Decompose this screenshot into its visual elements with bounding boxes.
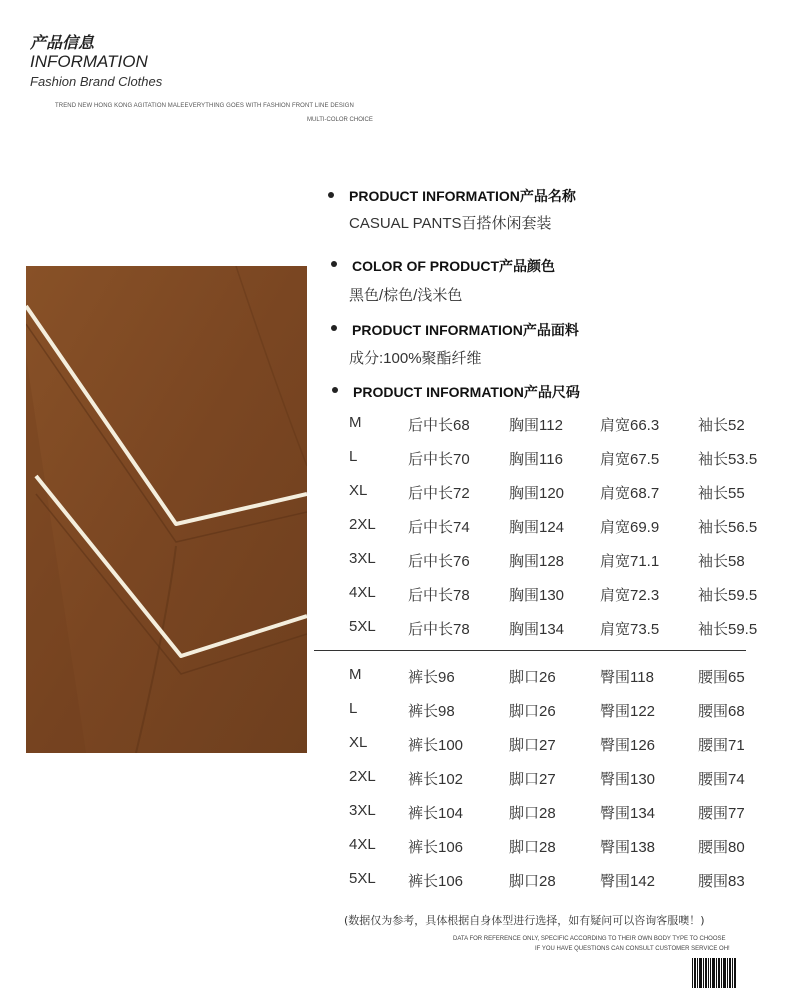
size-label: M <box>349 414 362 431</box>
table-row <box>349 482 789 504</box>
table-cell: 腰围80 <box>698 839 745 856</box>
table-cell: 胸围120 <box>509 485 565 502</box>
table-divider <box>314 650 746 651</box>
table-row <box>349 870 789 892</box>
size-label: M <box>349 666 362 683</box>
table-cell: 袖长56.5 <box>698 519 758 536</box>
size-label: 4XL <box>349 584 376 601</box>
bullet-icon <box>328 192 334 198</box>
reference-note-en: DATA FOR REFERENCE ONLY, SPECIFIC ACCORDING TO THEIR OWN BODY TYPE TO CHOOSE <box>453 936 726 942</box>
table-cell: 臀围134 <box>600 805 656 822</box>
table-cell: 肩宽73.5 <box>600 621 660 638</box>
table-cell: 肩宽71.1 <box>600 553 660 570</box>
size-label: L <box>349 700 358 717</box>
tagline-secondary: MULTI-COLOR CHOICE <box>307 117 373 123</box>
section-fabric-title: PRODUCT INFORMATION产品面料 <box>352 322 579 338</box>
table-cell: 后中长78 <box>408 621 470 638</box>
table-row <box>349 550 789 572</box>
reference-note: (数据仅为参考，具体根据自身体型进行选择，如有疑问可以咨询客服噢！) <box>344 914 705 927</box>
table-row <box>349 448 789 470</box>
table-cell: 臀围126 <box>600 737 656 754</box>
section-color-value: 黑色/棕色/浅米色 <box>349 287 463 304</box>
table-row <box>349 414 789 436</box>
table-cell: 裤长106 <box>408 873 464 890</box>
size-label: L <box>349 448 358 465</box>
table-cell: 肩宽67.5 <box>600 451 660 468</box>
table-cell: 胸围130 <box>509 587 565 604</box>
table-row <box>349 768 789 790</box>
table-row <box>349 516 789 538</box>
page-title-en: INFORMATION <box>30 52 148 71</box>
page-subtitle: Fashion Brand Clothes <box>30 74 163 89</box>
table-cell: 臀围130 <box>600 771 656 788</box>
table-cell: 胸围128 <box>509 553 565 570</box>
table-row <box>349 836 789 858</box>
table-cell: 肩宽72.3 <box>600 587 660 604</box>
table-cell: 袖长52 <box>698 417 745 434</box>
table-cell: 袖长53.5 <box>698 451 758 468</box>
table-cell: 腰围68 <box>698 703 745 720</box>
bullet-icon <box>331 261 337 267</box>
table-cell: 臀围138 <box>600 839 656 856</box>
table-cell: 脚口28 <box>509 839 556 856</box>
page-title-cn: 产品信息 <box>30 33 95 52</box>
table-cell: 后中长68 <box>408 417 470 434</box>
section-product-name-title: PRODUCT INFORMATION产品名称 <box>349 188 576 204</box>
table-cell: 胸围116 <box>509 451 563 468</box>
table-cell: 裤长98 <box>408 703 455 720</box>
table-row <box>349 618 789 640</box>
table-cell: 裤长96 <box>408 669 455 686</box>
table-row <box>349 734 789 756</box>
table-cell: 腰围77 <box>698 805 745 822</box>
table-cell: 胸围124 <box>509 519 565 536</box>
table-cell: 裤长102 <box>408 771 464 788</box>
bullet-icon <box>331 325 337 331</box>
size-label: 4XL <box>349 836 376 853</box>
size-label: 5XL <box>349 618 376 635</box>
product-fabric-photo <box>26 266 307 753</box>
table-row <box>349 584 789 606</box>
table-row <box>349 666 789 688</box>
table-cell: 胸围134 <box>509 621 565 638</box>
table-cell: 臀围118 <box>600 669 654 686</box>
table-cell: 脚口28 <box>509 805 556 822</box>
table-cell: 裤长104 <box>408 805 464 822</box>
size-label: XL <box>349 734 368 751</box>
size-label: 2XL <box>349 768 376 785</box>
table-cell: 袖长58 <box>698 553 745 570</box>
table-row <box>349 802 789 824</box>
table-cell: 臀围122 <box>600 703 656 720</box>
section-size-title: PRODUCT INFORMATION产品尺码 <box>353 384 580 400</box>
table-cell: 肩宽69.9 <box>600 519 660 536</box>
table-cell: 裤长106 <box>408 839 464 856</box>
table-cell: 胸围112 <box>509 417 563 434</box>
table-cell: 脚口27 <box>509 737 556 754</box>
section-fabric-value: 成分:100%聚酯纤维 <box>349 350 482 367</box>
table-cell: 后中长74 <box>408 519 470 536</box>
size-label: 3XL <box>349 802 376 819</box>
size-label: XL <box>349 482 368 499</box>
table-cell: 腰围71 <box>698 737 745 754</box>
table-cell: 腰围65 <box>698 669 745 686</box>
table-cell: 腰围83 <box>698 873 745 890</box>
table-cell: 脚口28 <box>509 873 556 890</box>
table-cell: 后中长78 <box>408 587 470 604</box>
table-cell: 肩宽68.7 <box>600 485 660 502</box>
table-cell: 袖长55 <box>698 485 745 502</box>
table-row <box>349 700 789 722</box>
table-cell: 脚口27 <box>509 771 556 788</box>
table-cell: 脚口26 <box>509 703 556 720</box>
size-label: 2XL <box>349 516 376 533</box>
section-color-title: COLOR OF PRODUCT产品颜色 <box>352 258 555 274</box>
bullet-icon <box>332 387 338 393</box>
size-label: 3XL <box>349 550 376 567</box>
table-cell: 后中长76 <box>408 553 470 570</box>
table-cell: 袖长59.5 <box>698 587 758 604</box>
table-cell: 腰围74 <box>698 771 745 788</box>
size-label: 5XL <box>349 870 376 887</box>
table-cell: 后中长70 <box>408 451 470 468</box>
table-cell: 后中长72 <box>408 485 470 502</box>
table-cell: 裤长100 <box>408 737 464 754</box>
tagline: TREND NEW HONG KONG AGITATION MALEEVERYTHING GOES WITH FASHION FRONT LINE DESIGN <box>55 103 354 109</box>
table-cell: 袖长59.5 <box>698 621 758 638</box>
barcode-icon <box>692 958 736 988</box>
table-cell: 脚口26 <box>509 669 556 686</box>
section-product-name-value: CASUAL PANTS百搭休闲套装 <box>349 215 552 232</box>
table-cell: 肩宽66.3 <box>600 417 660 434</box>
service-note-en: IF YOU HAVE QUESTIONS CAN CONSULT CUSTOMER SERVICE OH! <box>535 946 730 952</box>
table-cell: 臀围142 <box>600 873 656 890</box>
